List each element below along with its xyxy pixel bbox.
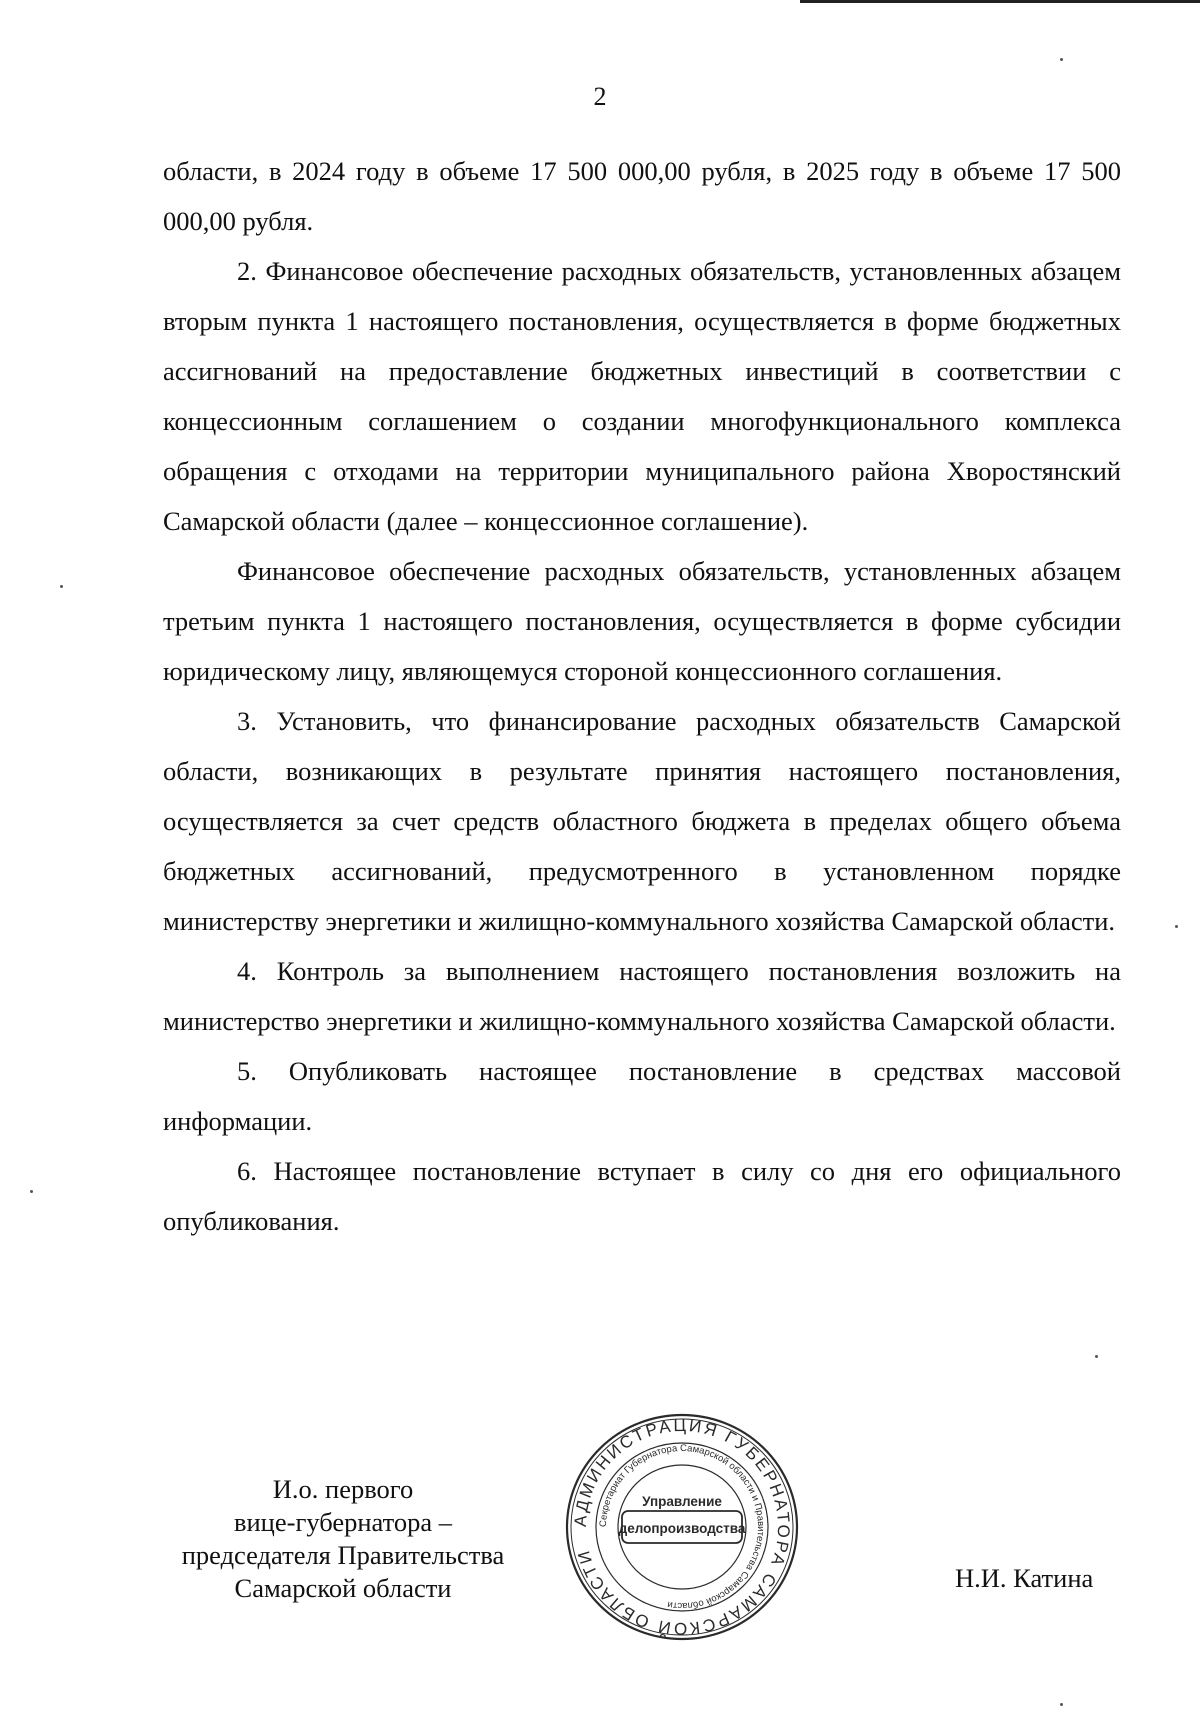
seal-graphic [562, 1411, 802, 1643]
signatory-title-line: И.о. первого [272, 1474, 414, 1504]
scan-speck [1060, 1703, 1063, 1706]
paragraph-continuation: области, в 2024 году в объеме 17 500 000,00 рубля, в 2025 году в объеме 17 500 000,00 рубля. [163, 156, 1121, 236]
scan-speck [1060, 58, 1063, 61]
document-body [163, 146, 1121, 1246]
scan-speck [30, 1190, 33, 1193]
seal-middle-text: Секретариат Губернатора Самарской области и Правительства Самарской области [597, 1442, 767, 1612]
paragraph-5-publication: 5. Опубликовать настоящее постановление в средствах массовой информации. [163, 1056, 1121, 1136]
paragraph-4-control: 4. Контроль за выполнением настоящего постановления возложить на министерство энергетики и жилищно-коммунального хозяйства Самарской области. [163, 956, 1121, 1036]
signatory-title-line: Самарской области [234, 1573, 452, 1603]
paragraph-2-subsidy: Финансовое обеспечение расходных обязательств, установленных абзацем третьим пункта 1 настоящего постановления, осуществляется в форме субсидии юридическому лицу, являющемуся стороной концессионного соглашения. [163, 556, 1121, 686]
paragraph-2-financing: 2. Финансовое обеспечение расходных обязательств, установленных абзацем вторым пункта 1 настоящего постановления, осуществляется в форме бюджетных ассигнований на предоставление бюджетных инвестиций в соответствии с концессионным соглашением о создании многофункционального комплекса обращения с отходами на территории муниципального района Хворостянский Самарской области (далее – концессионное соглашение). [163, 256, 1121, 536]
paragraph-6-effective-date: 6. Настоящее постановление вступает в силу со дня его официального опубликования. [163, 1156, 1121, 1236]
signatory-name: Н.И. Катина [955, 1563, 1094, 1593]
paragraph-3-funding-source: 3. Установить, что финансирование расходных обязательств Самарской области, возникающих в результате принятия настоящего постановления, осуществляется за счет средств областного бюджета в пределах общего объема бюджетных ассигнований, предусмотренного в установленном порядке министерству энергетики и жилищно-коммунального хозяйства Самарской области. [163, 706, 1121, 936]
page-number: 2 [593, 82, 607, 111]
signatory-title [150, 1473, 536, 1605]
top-edge-rule [800, 0, 1200, 3]
seal-outer-text: АДМИНИСТРАЦИЯ ГУБЕРНАТОРА САМАРСКОЙ ОБЛАСТИ [570, 1415, 794, 1639]
scan-speck [1175, 925, 1178, 928]
seal-center-line1: Управление [642, 1494, 722, 1509]
scan-speck [1095, 1355, 1098, 1358]
seal-center-line2: делопроизводства [618, 1521, 746, 1536]
signatory-title-line: вице-губернатора – [233, 1507, 452, 1537]
official-seal-stamp [562, 1411, 802, 1643]
scan-speck [60, 585, 63, 588]
signatory-title-line: председателя Правительства [181, 1540, 505, 1570]
